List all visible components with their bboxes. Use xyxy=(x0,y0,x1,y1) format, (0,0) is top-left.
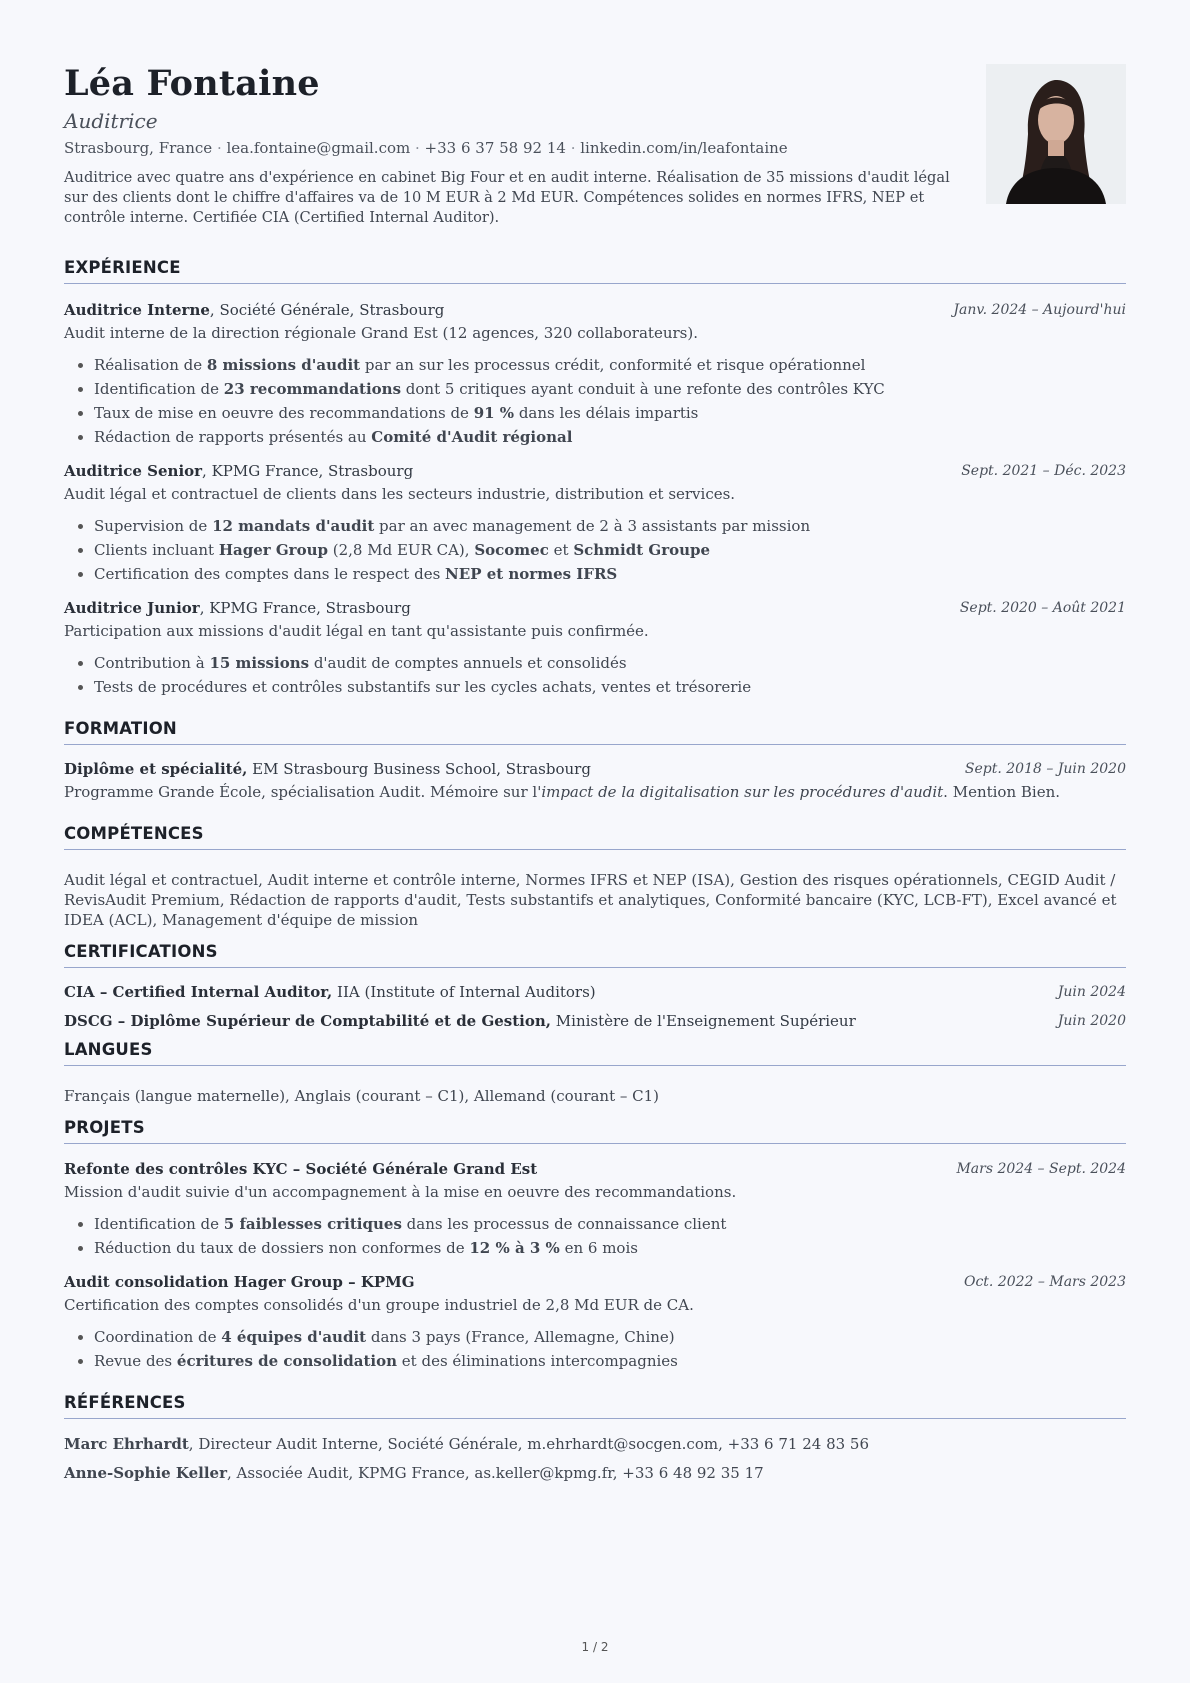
contact-phone: +33 6 37 58 92 14 xyxy=(424,139,566,157)
languages-text: Français (langue maternelle), Anglais (courant – C1), Allemand (courant – C1) xyxy=(64,1087,660,1105)
job-company: , Société Générale, Strasbourg xyxy=(209,301,445,319)
list-item: • Coordination de 4 équipes d'audit dans 3 pays (France, Allemagne, Chine) xyxy=(94,1325,1126,1349)
langues-section xyxy=(64,1040,1126,1106)
school-name: EM Strasbourg Business School, Strasbourg xyxy=(247,760,591,778)
job-title: Auditrice Junior xyxy=(64,599,200,617)
job-description: Participation aux missions d'audit légal en tant qu'assistante puis confirmée. xyxy=(64,622,649,640)
contact-location: Strasbourg, France xyxy=(64,139,213,157)
job-company: , KPMG France, Strasbourg xyxy=(202,462,414,480)
certification-entry: DSCG – Diplôme Supérieur de Comptabilité et de Gestion, Ministère de l'Enseignement Supérieur Juin 2020 xyxy=(64,1012,1126,1030)
section-title-certifications: CERTIFICATIONS xyxy=(64,942,1126,968)
page-number: 1 / 2 xyxy=(581,1640,609,1654)
candidate-role: Auditrice xyxy=(64,109,158,133)
projets-section xyxy=(64,1118,1126,1373)
list-item: • Supervision de 12 mandats d'audit par an avec management de 2 à 3 assistants par mission xyxy=(94,514,1126,538)
contact-separator: · xyxy=(410,139,425,157)
list-item: • Revue des écritures de consolidation et des éliminations intercompagnies xyxy=(94,1349,1126,1373)
list-item: • Tests de procédures et contrôles substantifs sur les cycles achats, ventes et trésorerie xyxy=(94,675,1126,699)
degree-title: Diplôme et spécialité, xyxy=(64,760,248,778)
candidate-name: Léa Fontaine xyxy=(64,63,320,104)
formation-section xyxy=(64,719,1126,802)
education-description: Programme Grande École, spécialisation Audit. Mémoire sur l'impact de la digitalisation sur les procédures d'audit. Mention Bien. xyxy=(64,783,1061,801)
job-date: Sept. 2020 – Août 2021 xyxy=(959,600,1126,616)
job-date: Janv. 2024 – Aujourd'hui xyxy=(953,302,1126,318)
reference-entry: Marc Ehrhardt, Directeur Audit Interne, Société Générale, m.ehrhardt@socgen.com, +33 6 71 24 83 56 xyxy=(64,1435,870,1453)
reference-entry: Anne-Sophie Keller, Associée Audit, KPMG France, as.keller@kpmg.fr, +33 6 48 92 35 17 xyxy=(64,1464,764,1482)
list-item: • Contribution à 15 missions d'audit de comptes annuels et consolidés xyxy=(94,651,1126,675)
project-title: Refonte des contrôles KYC – Société Générale Grand Est xyxy=(64,1160,538,1178)
experience-entry xyxy=(64,461,1126,586)
resume-header xyxy=(64,62,1126,228)
section-title-formation: FORMATION xyxy=(64,719,1126,745)
list-item: • Taux de mise en oeuvre des recommandations de 91 % dans les délais impartis xyxy=(94,401,1126,425)
certification-entry: CIA – Certified Internal Auditor, IIA (Institute of Internal Auditors) Juin 2024 xyxy=(64,983,1126,1001)
achievement-list xyxy=(64,1325,1126,1373)
contact-line xyxy=(64,138,1126,158)
contact-email[interactable]: lea.fontaine@gmail.com xyxy=(226,139,411,157)
section-title-references: RÉFÉRENCES xyxy=(64,1393,1126,1419)
section-title-experience: EXPÉRIENCE xyxy=(64,258,1126,284)
list-item: • Identification de 23 recommandations dont 5 critiques ayant conduit à une refonte des contrôles KYC xyxy=(94,377,1126,401)
contact-separator: · xyxy=(212,139,227,157)
list-item: • Clients incluant Hager Group (2,8 Md EUR CA), Socomec et Schmidt Groupe xyxy=(94,538,1126,562)
skills-text: Audit légal et contractuel, Audit interne et contrôle interne, Normes IFRS et NEP (ISA), Gestion des risques opérationnels, CEGID Audit / RevisAudit Premium, Rédaction de rapports d'audit, Tests substantifs et analytiques, Conformité bancaire (KYC, LCB-FT), Excel avancé et IDEA (ACL), Management d'équipe de mission xyxy=(64,871,1117,929)
entry-header xyxy=(64,1272,1126,1292)
entry-header xyxy=(64,598,1126,618)
portrait-illustration xyxy=(986,64,1126,204)
project-entry xyxy=(64,1159,1126,1260)
job-title: Auditrice Senior xyxy=(64,462,203,480)
section-title-projets: PROJETS xyxy=(64,1118,1126,1144)
job-company: , KPMG France, Strasbourg xyxy=(199,599,411,617)
resume-page xyxy=(64,62,1126,1483)
entry-header xyxy=(64,759,1126,779)
achievement-list xyxy=(64,514,1126,586)
job-title: Auditrice Interne xyxy=(64,301,210,319)
job-description: Audit interne de la direction régionale Grand Est (12 agences, 320 collaborateurs). xyxy=(64,324,698,342)
project-date: Oct. 2022 – Mars 2023 xyxy=(963,1274,1126,1290)
project-description: Certification des comptes consolidés d'un groupe industriel de 2,8 Md EUR de CA. xyxy=(64,1296,694,1314)
section-title-langues: LANGUES xyxy=(64,1040,1126,1066)
education-entry xyxy=(64,759,1126,802)
project-entry xyxy=(64,1272,1126,1373)
experience-section xyxy=(64,258,1126,699)
project-title: Audit consolidation Hager Group – KPMG xyxy=(64,1273,415,1291)
job-description: Audit légal et contractuel de clients dans les secteurs industrie, distribution et services. xyxy=(64,485,736,503)
competences-section xyxy=(64,824,1126,930)
list-item: • Réduction du taux de dossiers non conformes de 12 % à 3 % en 6 mois xyxy=(94,1236,1126,1260)
experience-entry xyxy=(64,300,1126,449)
list-item: • Rédaction de rapports présentés au Comité d'Audit régional xyxy=(94,425,1126,449)
references-section xyxy=(64,1393,1126,1483)
contact-separator: · xyxy=(565,139,581,157)
list-item: • Réalisation de 8 missions d'audit par an sur les processus crédit, conformité et risque opérationnel xyxy=(94,353,1126,377)
education-date: Sept. 2018 – Juin 2020 xyxy=(964,761,1126,777)
contact-linkedin[interactable]: linkedin.com/in/leafontaine xyxy=(580,139,788,157)
entry-header xyxy=(64,1159,1126,1179)
achievement-list xyxy=(64,353,1126,449)
achievement-list xyxy=(64,651,1126,699)
entry-header xyxy=(64,300,1126,320)
profile-photo xyxy=(986,64,1126,204)
entry-header xyxy=(64,461,1126,481)
project-date: Mars 2024 – Sept. 2024 xyxy=(956,1161,1126,1177)
certifications-section xyxy=(64,942,1126,1031)
job-date: Sept. 2021 – Déc. 2023 xyxy=(961,463,1126,479)
profile-summary: Auditrice avec quatre ans d'expérience en cabinet Big Four et en audit interne. Réalisation de 35 missions d'audit légal sur des clients dont le chiffre d'affaires va de 10 M EUR à 2 Md EUR. Compétences solides en normes IFRS, NEP et contrôle interne. Certifiée CIA (Certified Internal Auditor). xyxy=(64,169,950,226)
list-item: • Certification des comptes dans le respect des NEP et normes IFRS xyxy=(94,562,1126,586)
list-item: • Identification de 5 faiblesses critiques dans les processus de connaissance client xyxy=(94,1212,1126,1236)
project-description: Mission d'audit suivie d'un accompagnement à la mise en oeuvre des recommandations. xyxy=(64,1183,737,1201)
achievement-list xyxy=(64,1212,1126,1260)
experience-entry xyxy=(64,598,1126,699)
section-title-competences: COMPÉTENCES xyxy=(64,824,1126,850)
